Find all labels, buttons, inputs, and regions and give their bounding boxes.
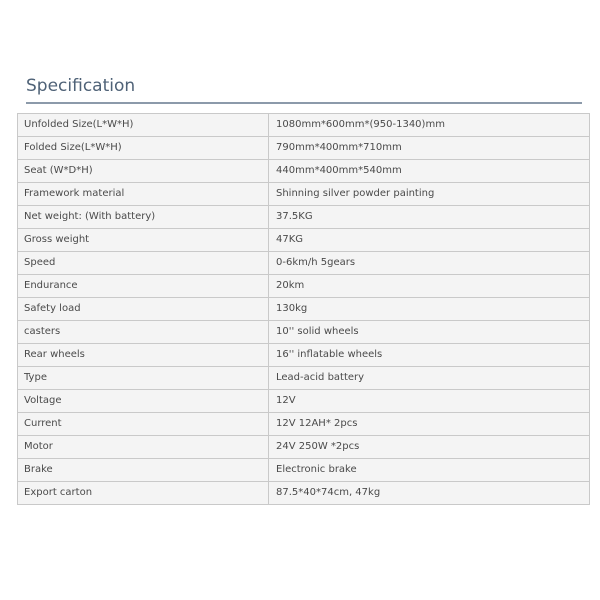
spec-value: 440mm*400mm*540mm [269, 160, 590, 183]
section-title: Specification [26, 76, 136, 96]
spec-label: Gross weight [18, 229, 269, 252]
spec-label: Voltage [18, 390, 269, 413]
spec-row [18, 137, 590, 160]
spec-value: 87.5*40*74cm, 47kg [269, 482, 590, 505]
spec-value: Lead-acid battery [269, 367, 590, 390]
spec-row [18, 206, 590, 229]
spec-label: Seat (W*D*H) [18, 160, 269, 183]
spec-value: 12V [269, 390, 590, 413]
spec-value: 47KG [269, 229, 590, 252]
spec-row [18, 321, 590, 344]
spec-label: Safety load [18, 298, 269, 321]
spec-row [18, 367, 590, 390]
spec-label: Folded Size(L*W*H) [18, 137, 269, 160]
spec-label: Speed [18, 252, 269, 275]
spec-value: 1080mm*600mm*(950-1340)mm [269, 114, 590, 137]
spec-value: 130kg [269, 298, 590, 321]
spec-row [18, 390, 590, 413]
spec-row [18, 160, 590, 183]
spec-label: Motor [18, 436, 269, 459]
spec-value: 0-6km/h 5gears [269, 252, 590, 275]
spec-label: Unfolded Size(L*W*H) [18, 114, 269, 137]
spec-row [18, 436, 590, 459]
spec-value: Shinning silver powder painting [269, 183, 590, 206]
spec-row [18, 298, 590, 321]
spec-label: Net weight: (With battery) [18, 206, 269, 229]
spec-value: 16'' inflatable wheels [269, 344, 590, 367]
spec-label: Brake [18, 459, 269, 482]
spec-label: Current [18, 413, 269, 436]
spec-label: Type [18, 367, 269, 390]
spec-row [18, 459, 590, 482]
spec-value: 10'' solid wheels [269, 321, 590, 344]
spec-row [18, 183, 590, 206]
spec-value: Electronic brake [269, 459, 590, 482]
spec-label: casters [18, 321, 269, 344]
spec-row [18, 229, 590, 252]
spec-label: Export carton [18, 482, 269, 505]
specification-table [17, 113, 590, 505]
spec-label: Framework material [18, 183, 269, 206]
spec-label: Endurance [18, 275, 269, 298]
specification-table-body [18, 114, 590, 505]
spec-row [18, 252, 590, 275]
spec-value: 790mm*400mm*710mm [269, 137, 590, 160]
spec-row [18, 413, 590, 436]
spec-value: 37.5KG [269, 206, 590, 229]
spec-label: Rear wheels [18, 344, 269, 367]
spec-row [18, 482, 590, 505]
spec-row [18, 275, 590, 298]
spec-row [18, 114, 590, 137]
spec-row [18, 344, 590, 367]
spec-value: 12V 12AH* 2pcs [269, 413, 590, 436]
spec-value: 20km [269, 275, 590, 298]
section-header [26, 74, 582, 104]
spec-value: 24V 250W *2pcs [269, 436, 590, 459]
